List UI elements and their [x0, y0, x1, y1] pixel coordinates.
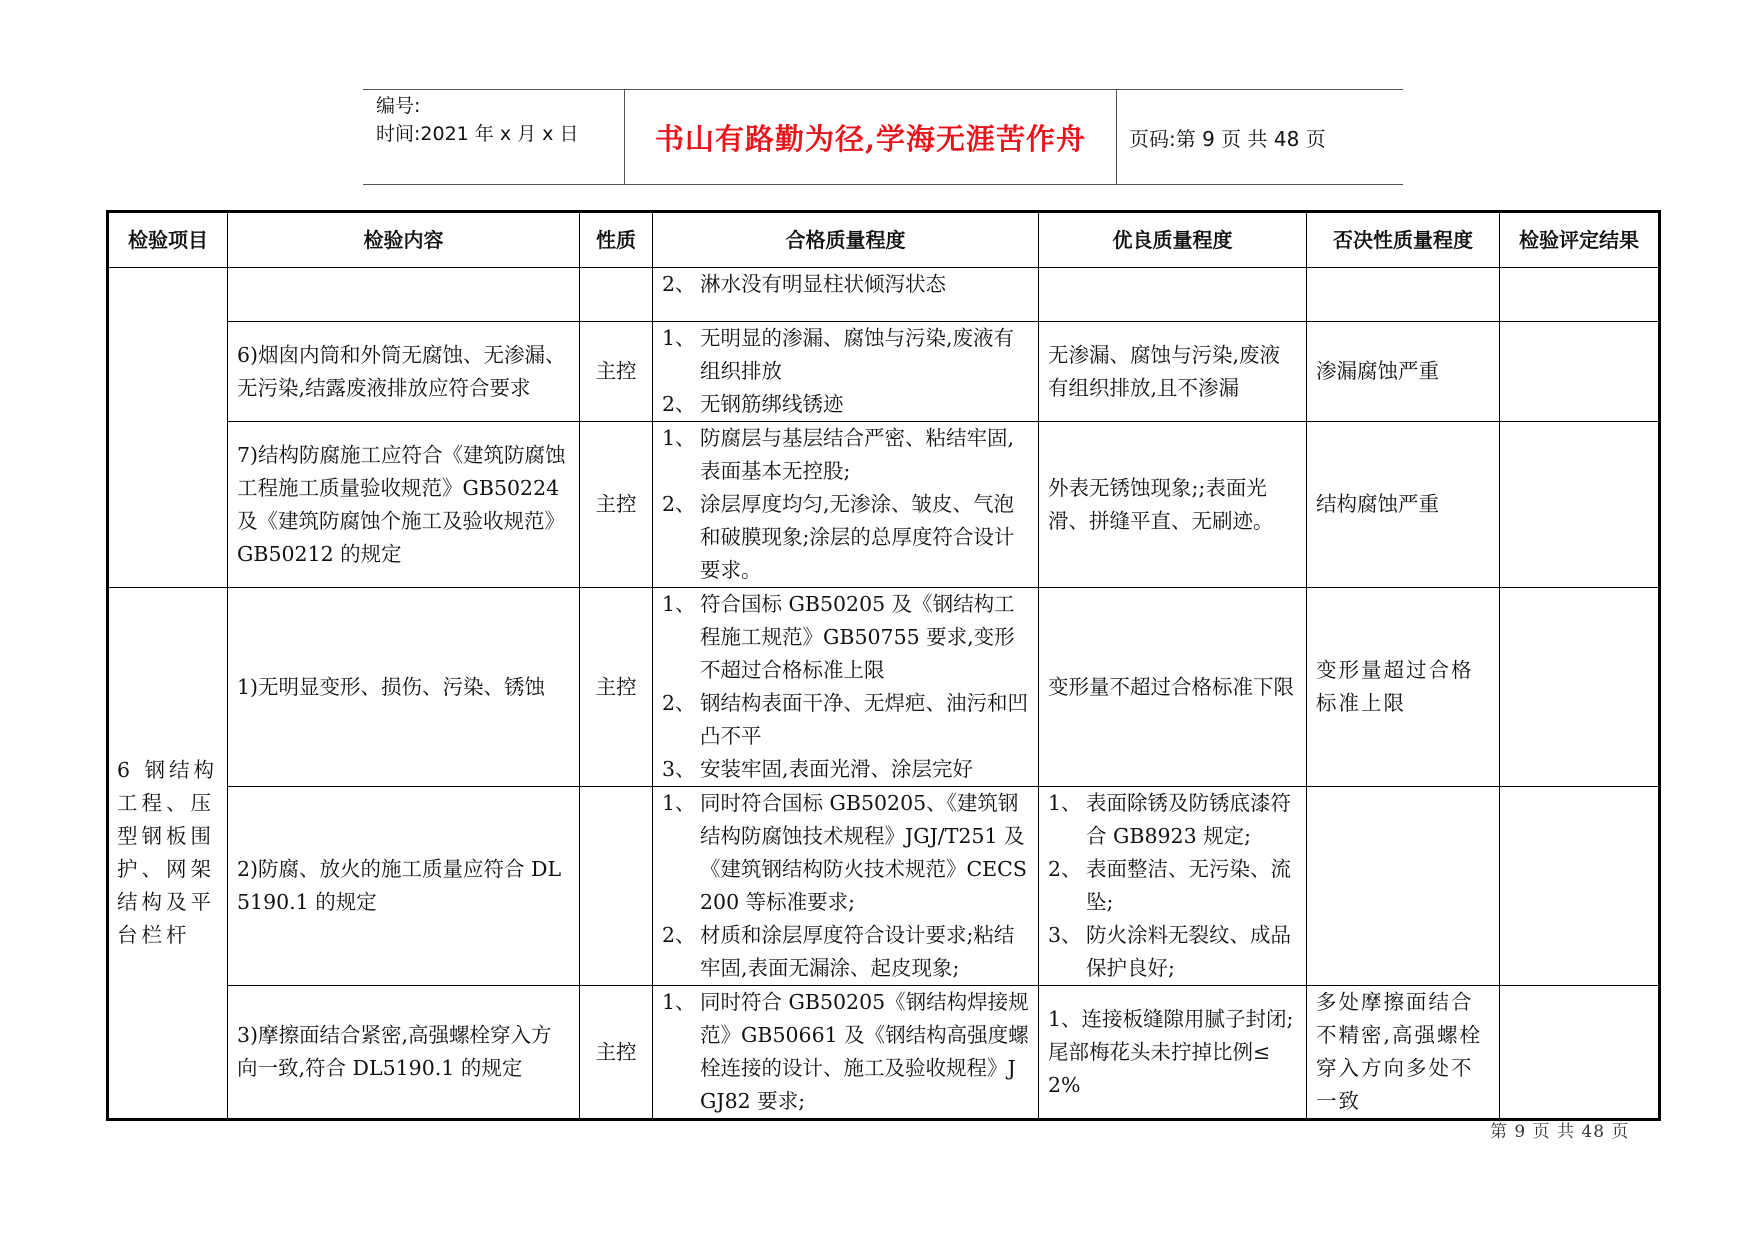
list-item: 2、 钢结构表面干净、无焊疤、油污和凹凸不平 — [662, 691, 1028, 748]
excellent-cell — [1039, 268, 1307, 322]
header-meta — [363, 90, 625, 184]
table-row — [108, 787, 1660, 986]
table-row — [108, 588, 1660, 787]
list-item: 1、 无明显的渗漏、腐蚀与污染,废液有组织排放 — [662, 326, 1015, 383]
header-page-label: 页码:第 9 页 共 48 页 — [1129, 126, 1326, 151]
table-row — [108, 268, 1660, 322]
inspection-table — [106, 210, 1661, 1121]
list-item: 2、 表面整洁、无污染、流坠; — [1048, 857, 1291, 914]
veto-cell: 结构腐蚀严重 — [1307, 422, 1500, 588]
content-cell: 3)摩擦面结合紧密,高强螺栓穿入方向一致,符合 DL5190.1 的规定 — [228, 986, 580, 1120]
result-cell — [1500, 787, 1660, 986]
content-cell: 1)无明显变形、损伤、污染、锈蚀 — [228, 588, 580, 787]
result-cell — [1500, 268, 1660, 322]
excellent-cell: 1、连接板缝隙用腻子封闭;尾部梅花头未拧掉比例≤2% — [1039, 986, 1307, 1120]
qualified-cell — [653, 986, 1039, 1120]
header-qualified-level: 合格质量程度 — [653, 212, 1039, 268]
qualified-cell — [653, 787, 1039, 986]
content-cell: 6)烟囱内筒和外筒无腐蚀、无渗漏、无污染,结露废液排放应符合要求 — [228, 322, 580, 422]
list-item: 1、 防腐层与基层结合严密、粘结牢固,表面基本无控股; — [662, 426, 1015, 483]
document-header — [363, 89, 1403, 185]
result-cell — [1500, 986, 1660, 1120]
document-time-label: 时间:2021 年 x 月 x 日 — [376, 123, 579, 145]
result-cell — [1500, 322, 1660, 422]
qualified-cell — [653, 422, 1039, 588]
document-number-label: 编号: — [376, 95, 421, 117]
header-motto: 书山有路勤为径,学海无涯苦作舟 — [625, 90, 1117, 184]
veto-cell — [1307, 268, 1500, 322]
qualified-cell — [653, 268, 1039, 322]
table-header-row — [108, 212, 1660, 268]
nature-cell: 主控 — [580, 588, 653, 787]
list-item: 1、 符合国标 GB50205 及《钢结构工程施工规范》GB50755 要求,变形不超过合格标准上限 — [662, 592, 1015, 682]
veto-cell: 多处摩擦面结合不精密,高强螺栓穿入方向多处不一致 — [1307, 986, 1500, 1120]
list-item: 3、 安装牢固,表面光滑、涂层完好 — [662, 757, 974, 781]
list-item: 2、 涂层厚度均匀,无渗涂、皱皮、气泡和破膜现象;涂层的总厚度符合设计要求。 — [662, 492, 1015, 582]
item-cell — [108, 268, 228, 588]
nature-cell: 主控 — [580, 986, 653, 1120]
qualified-cell — [653, 588, 1039, 787]
excellent-cell: 无渗漏、腐蚀与污染,废液有组织排放,且不渗漏 — [1039, 322, 1307, 422]
result-cell — [1500, 422, 1660, 588]
nature-cell — [580, 787, 653, 986]
list-item: 1、 同时符合国标 GB50205、《建筑钢结构防腐蚀技术规程》JGJ/T251 及《建筑钢结构防火技术规范》CECS200 等标准要求; — [662, 791, 1027, 914]
qualified-cell — [653, 322, 1039, 422]
header-evaluation-result: 检验评定结果 — [1500, 212, 1660, 268]
veto-cell: 渗漏腐蚀严重 — [1307, 322, 1500, 422]
excellent-cell — [1039, 787, 1307, 986]
list-item: 3、 防火涂料无裂纹、成品保护良好; — [1048, 923, 1291, 980]
list-item: 1、 表面除锈及防锈底漆符合 GB8923 规定; — [1048, 791, 1291, 848]
item-cell: 6 钢结构工程、压型钢板围护、网架结构及平台栏杆 — [108, 588, 228, 1120]
nature-cell — [580, 268, 653, 322]
table-row — [108, 322, 1660, 422]
header-nature: 性质 — [580, 212, 653, 268]
content-cell: 7)结构防腐施工应符合《建筑防腐蚀工程施工质量验收规范》GB50224 及《建筑防腐蚀个施工及验收规范》GB50212 的规定 — [228, 422, 580, 588]
excellent-cell: 外表无锈蚀现象;;表面光滑、拼缝平直、无刷迹。 — [1039, 422, 1307, 588]
table-row — [108, 986, 1660, 1120]
list-item: 2、 材质和涂层厚度符合设计要求;粘结牢固,表面无漏涂、起皮现象; — [662, 923, 1015, 980]
header-inspection-content: 检验内容 — [228, 212, 580, 268]
veto-cell: 变形量超过合格标准上限 — [1307, 588, 1500, 787]
list-item: 1、 同时符合 GB50205《钢结构焊接规范》GB50661 及《钢结构高强度螺栓连接的设计、施工及验收规程》JGJ82 要求; — [662, 990, 1029, 1113]
nature-cell: 主控 — [580, 422, 653, 588]
veto-cell — [1307, 787, 1500, 986]
header-inspection-item: 检验项目 — [108, 212, 228, 268]
header-veto-level: 否决性质量程度 — [1307, 212, 1500, 268]
content-cell — [228, 268, 580, 322]
page-footer: 第 9 页 共 48 页 — [1490, 1122, 1630, 1142]
nature-cell: 主控 — [580, 322, 653, 422]
excellent-cell: 变形量不超过合格标准下限 — [1039, 588, 1307, 787]
content-cell: 2)防腐、放火的施工质量应符合 DL5190.1 的规定 — [228, 787, 580, 986]
result-cell — [1500, 588, 1660, 787]
table-row — [108, 422, 1660, 588]
list-item: 2、 淋水没有明显柱状倾泻状态 — [662, 272, 946, 296]
header-excellent-level: 优良质量程度 — [1039, 212, 1307, 268]
list-item: 2、 无钢筋绑线锈迹 — [662, 392, 844, 416]
